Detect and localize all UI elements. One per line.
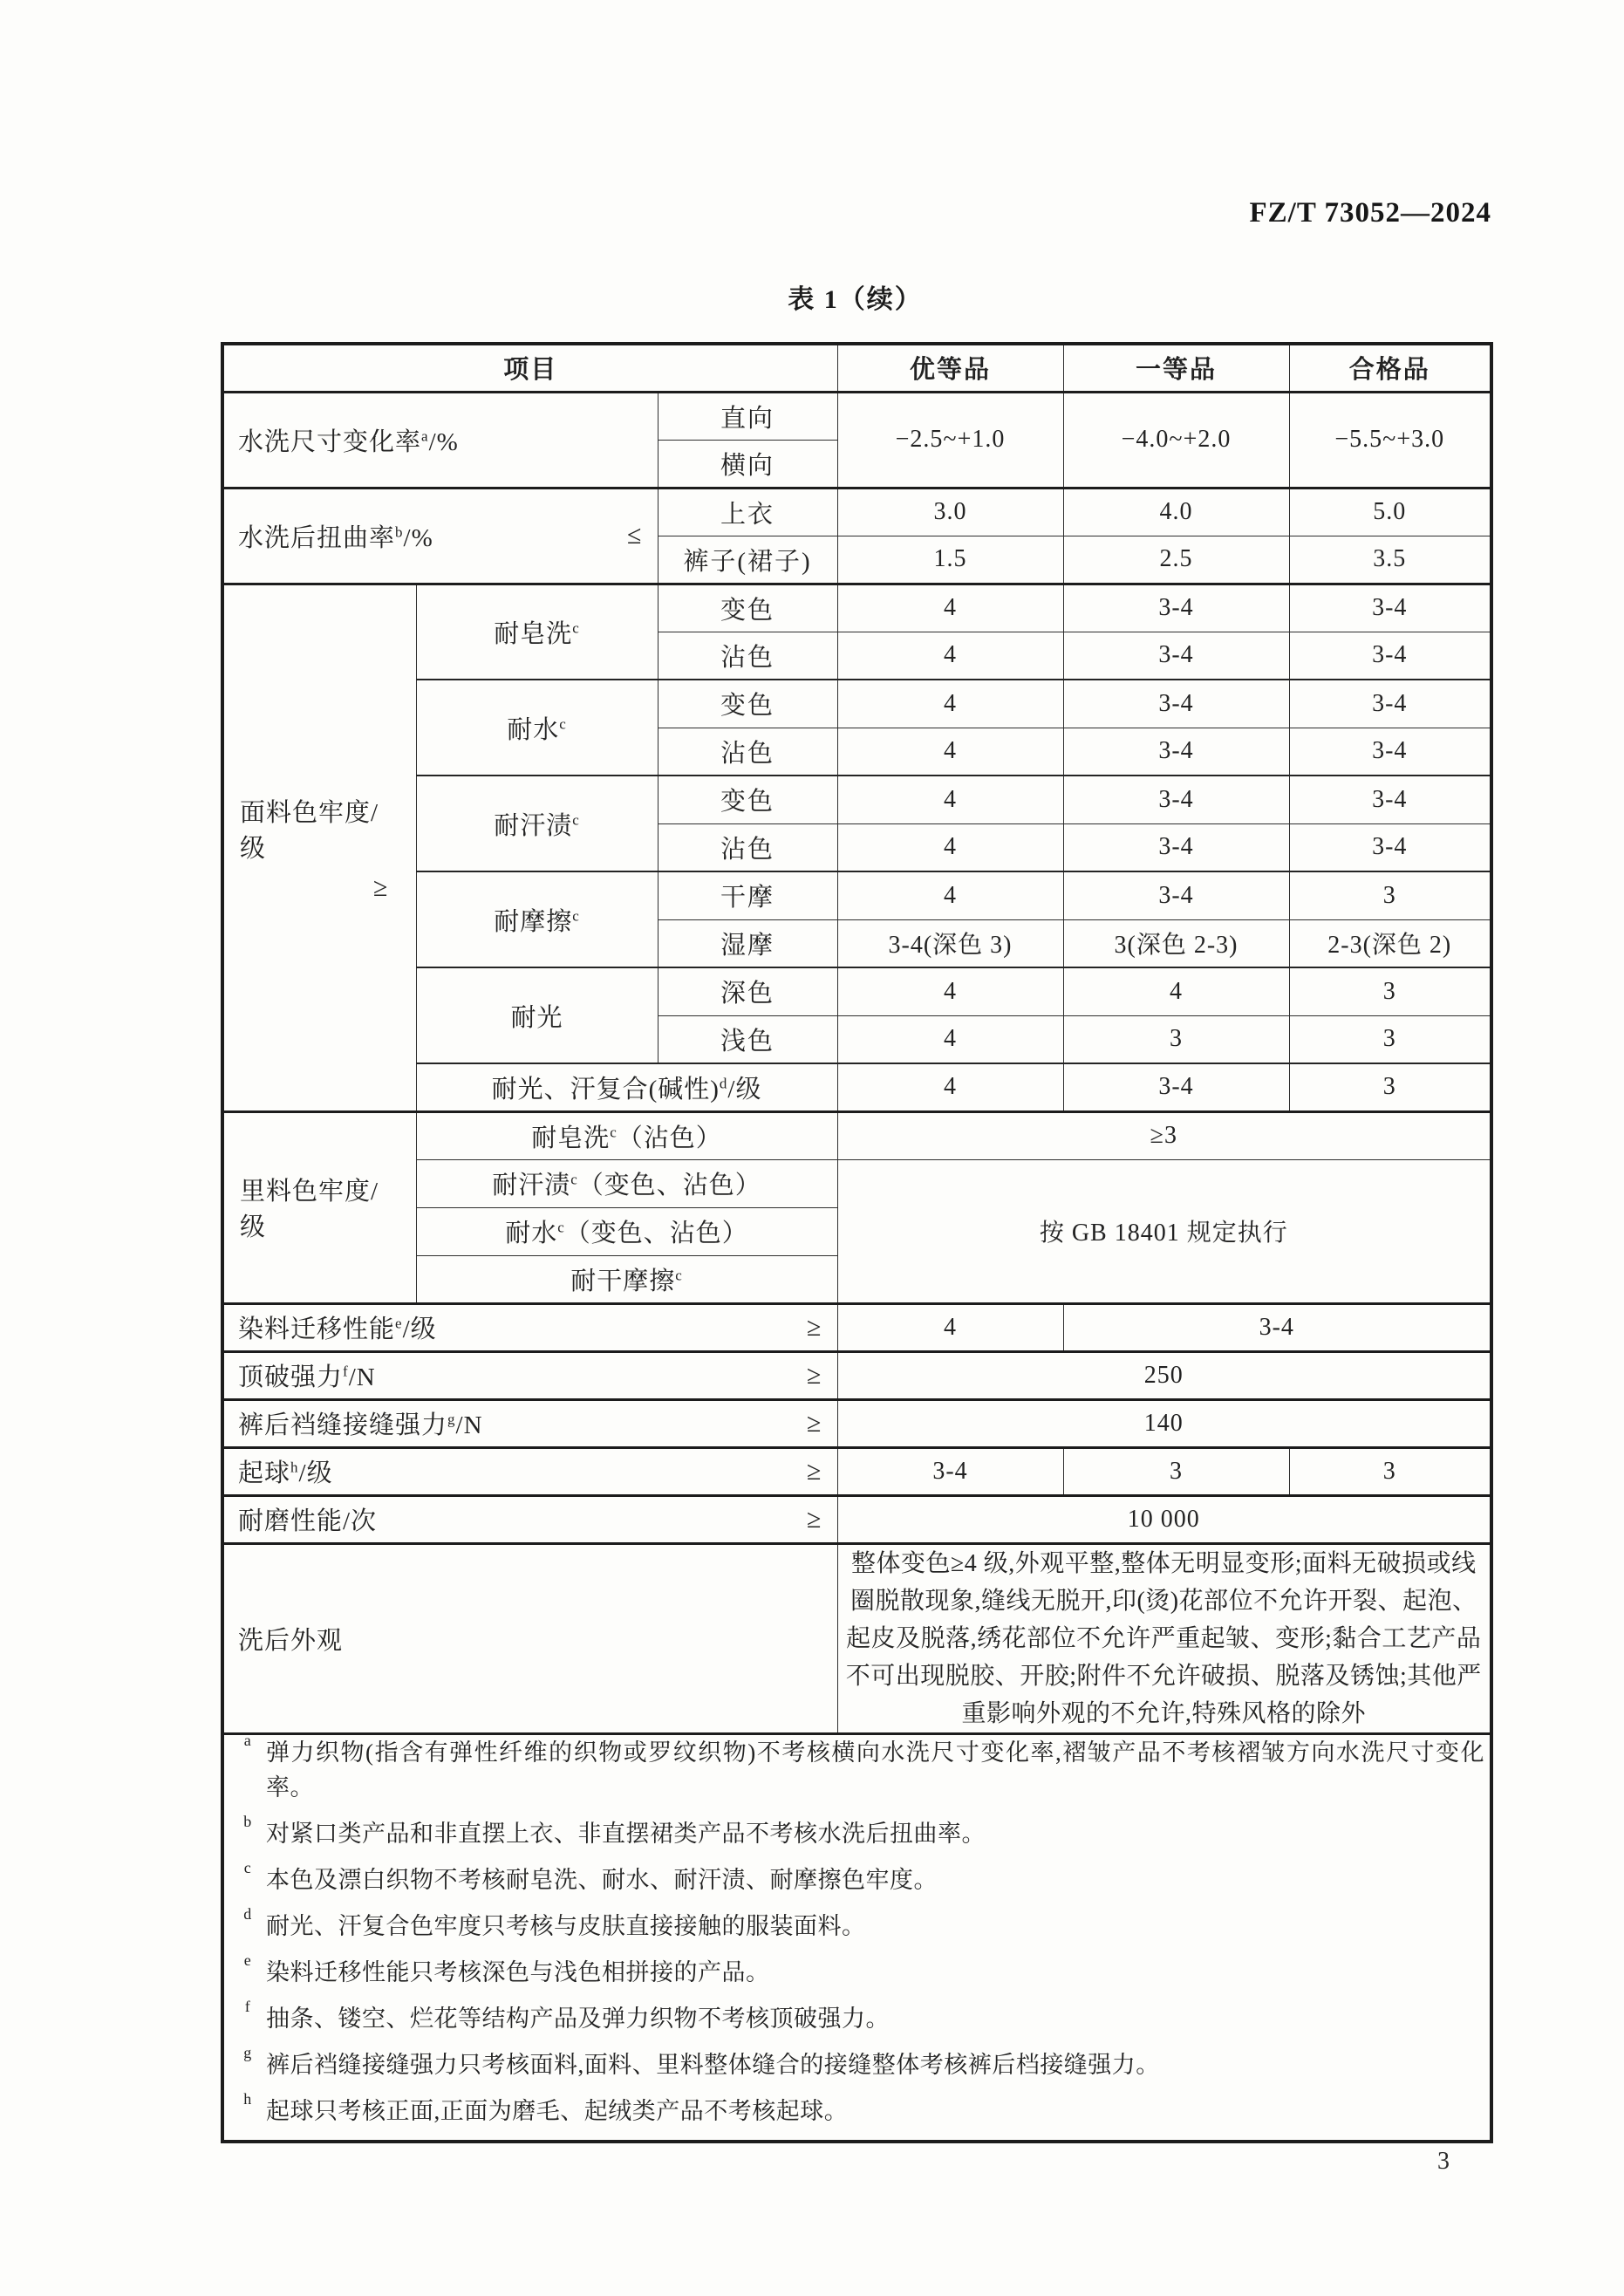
lining-item-soap: 耐皂洗$^c$（沾色）	[416, 1111, 837, 1159]
cell-rub-dry-qualified: 3	[1289, 871, 1491, 919]
cell-pilling-qualified: 3	[1289, 1447, 1491, 1495]
cell-dye-excellent: 4	[837, 1303, 1063, 1351]
header-row	[222, 344, 1491, 392]
group-perspiration: 耐汗渍$^c$	[416, 776, 658, 871]
cell-dim-first: −4.0~+2.0	[1063, 392, 1289, 488]
sub-wet-rub: 湿摩	[658, 919, 837, 967]
sub-staining: 沾色	[658, 728, 837, 776]
lining-item-dry-rub: 耐干摩擦$^c$	[416, 1255, 837, 1303]
group-water: 耐水$^c$	[416, 680, 658, 776]
cell-abrasion-value: 10 000	[837, 1495, 1491, 1543]
footnote-f: f 抽条、镂空、烂花等结构产品及弹力织物不考核顶破强力。	[244, 1997, 890, 2032]
group-soap-wash: 耐皂洗$^c$	[416, 584, 658, 680]
label-fabric-fastness: 面料色牢度/级 ≥	[222, 584, 416, 1111]
row-fabric-soap-change	[222, 584, 1491, 632]
cell-rub-wet-excellent: 3-4(深色 3)	[837, 919, 1063, 967]
footnote-ref-c: c	[557, 1219, 565, 1236]
cell-soap-change-first: 3-4	[1063, 584, 1289, 632]
footnote-ref-c: c	[572, 906, 580, 924]
cell-water-stain-first: 3-4	[1063, 728, 1289, 776]
footnote-ref-c: c	[572, 810, 580, 828]
cell-ls-first: 3-4	[1063, 1063, 1289, 1111]
gte-operator: ≥	[807, 1312, 822, 1342]
row-twist-top	[222, 488, 1491, 536]
header-grade-qualified: 合格品	[1289, 344, 1491, 392]
footnote-ref-g: g	[447, 1411, 456, 1428]
cell-water-stain-excellent: 4	[837, 728, 1063, 776]
standard-code: FZ/T 73052—2024	[1249, 197, 1491, 229]
cell-water-change-excellent: 4	[837, 680, 1063, 728]
cell-light-dark-first: 4	[1063, 967, 1289, 1015]
sub-color-change: 变色	[658, 680, 837, 728]
cell-ls-excellent: 4	[837, 1063, 1063, 1111]
cell-rub-dry-excellent: 4	[837, 871, 1063, 919]
cell-sweat-change-excellent: 4	[837, 776, 1063, 823]
cell-soap-change-excellent: 4	[837, 584, 1063, 632]
row-dye-migration	[222, 1303, 1491, 1351]
footnote-ref-c: c	[559, 714, 567, 732]
gte-operator: ≥	[373, 872, 388, 902]
footnote-ref-a: a	[421, 427, 429, 444]
row-dim-change-vertical	[222, 392, 1491, 440]
cell-rub-wet-qualified: 2-3(深色 2)	[1289, 919, 1491, 967]
footnote-g: g 裤后裆缝接缝强力只考核面料,面料、里料整体缝合的接缝整体考核裤后档接缝强力。	[243, 2043, 1160, 2078]
footnote-d: d 耐光、汗复合色牢度只考核与皮肤直接接触的服装面料。	[243, 1904, 866, 1939]
header-grade-first: 一等品	[1063, 344, 1289, 392]
spec-table	[221, 342, 1493, 2143]
cell-rub-dry-first: 3-4	[1063, 871, 1289, 919]
cell-light-light-excellent: 4	[837, 1015, 1063, 1063]
label-twist: 水洗后扭曲率$^b$/% ≤	[222, 488, 658, 584]
label-lining-fastness: 里料色牢度/级	[222, 1111, 416, 1303]
footnote-c: c 本色及漂白织物不考核耐皂洗、耐水、耐汗渍、耐摩擦色牢度。	[243, 1858, 938, 1893]
cell-appearance-text: 整体变色≥4 级,外观平整,整体无明显变形;面料无破损或线圈脱散现象,缝线无脱开,印(烫)花部位不允许开裂、起泡、起皮及脱落,绣花部位不允许严重起皱、变形;黏合工艺产品不可出现脱胶、开胶;附件不允许破损、脱落及锈蚀;其他严重影响外观的不允许,特殊风格的除外	[837, 1543, 1491, 1733]
gte-operator: ≥	[807, 1504, 822, 1534]
footnote-b: b 对紧口类产品和非直摆上衣、非直摆裙类产品不考核水洗后扭曲率。	[243, 1812, 986, 1847]
header-item: 项目	[222, 344, 837, 392]
footnote-h: h 起球只考核正面,正面为磨毛、起绒类产品不考核起球。	[243, 2089, 849, 2124]
sub-dry-rub: 干摩	[658, 871, 837, 919]
cell-sweat-change-qualified: 3-4	[1289, 776, 1491, 823]
row-pilling	[222, 1447, 1491, 1495]
cell-water-stain-qualified: 3-4	[1289, 728, 1491, 776]
sub-light-color: 浅色	[658, 1015, 837, 1063]
sub-staining: 沾色	[658, 632, 837, 680]
cell-soap-stain-qualified: 3-4	[1289, 632, 1491, 680]
footnote-ref-e: e	[395, 1315, 403, 1332]
cell-soap-stain-first: 3-4	[1063, 632, 1289, 680]
row-crotch-seam	[222, 1399, 1491, 1447]
label-crotch-seam: 裤后裆缝接缝强力$^g$/N ≥	[222, 1399, 837, 1447]
sub-dark-color: 深色	[658, 967, 837, 1015]
cell-sweat-change-first: 3-4	[1063, 776, 1289, 823]
sub-color-change: 变色	[658, 584, 837, 632]
page-number: 3	[1437, 2148, 1450, 2175]
footnote-ref-f: f	[343, 1363, 349, 1380]
cell-twist-pants-first: 2.5	[1063, 536, 1289, 584]
cell-light-dark-excellent: 4	[837, 967, 1063, 1015]
sub-vertical: 直向	[658, 392, 837, 440]
cell-lining-gb-rule: 按 GB 18401 规定执行	[837, 1159, 1491, 1303]
sub-color-change: 变色	[658, 776, 837, 823]
footnote-a: a 弹力织物(指含有弹性纤维的织物或罗纹织物)不考核横向水洗尺寸变化率,褶皱产品不考核褶皱方向水洗尺寸变化率。	[243, 1733, 1485, 1801]
footnote-ref-c: c	[675, 1266, 683, 1283]
cell-twist-top-qualified: 5.0	[1289, 488, 1491, 536]
cell-bursting-value: 250	[837, 1351, 1491, 1399]
header-grade-excellent: 优等品	[837, 344, 1063, 392]
cell-pilling-first: 3	[1063, 1447, 1289, 1495]
sub-top-garment: 上衣	[658, 488, 837, 536]
group-light: 耐光	[416, 967, 658, 1063]
label-pilling: 起球$^h$/级 ≥	[222, 1447, 837, 1495]
sub-pants-skirt: 裤子(裙子)	[658, 536, 837, 584]
cell-ls-qualified: 3	[1289, 1063, 1491, 1111]
row-bursting-strength	[222, 1351, 1491, 1399]
gte-operator: ≥	[807, 1408, 822, 1438]
cell-crotch-value: 140	[837, 1399, 1491, 1447]
cell-dim-excellent: −2.5~+1.0	[837, 392, 1063, 488]
row-abrasion	[222, 1495, 1491, 1543]
label-washed-appearance: 洗后外观	[222, 1543, 837, 1733]
cell-pilling-excellent: 3-4	[837, 1447, 1063, 1495]
cell-dye-rest: 3-4	[1063, 1303, 1491, 1351]
gte-operator: ≥	[807, 1360, 822, 1390]
footnote-ref-h: h	[290, 1459, 299, 1476]
sub-horizontal: 横向	[658, 440, 837, 488]
cell-sweat-stain-first: 3-4	[1063, 823, 1289, 871]
gte-operator: ≥	[807, 1456, 822, 1486]
cell-twist-pants-excellent: 1.5	[837, 536, 1063, 584]
cell-lining-soap-value: ≥3	[837, 1111, 1491, 1159]
cell-rub-wet-first: 3(深色 2-3)	[1063, 919, 1289, 967]
cell-twist-top-excellent: 3.0	[837, 488, 1063, 536]
label-dim-change: 水洗尺寸变化率$^a$/%	[222, 392, 658, 488]
footnote-ref-b: b	[395, 523, 404, 540]
lining-item-sweat: 耐汗渍$^c$（变色、沾色）	[416, 1159, 837, 1207]
cell-light-light-qualified: 3	[1289, 1015, 1491, 1063]
cell-twist-pants-qualified: 3.5	[1289, 536, 1491, 584]
row-footnotes	[222, 1733, 1491, 2142]
cell-soap-stain-excellent: 4	[837, 632, 1063, 680]
table-title: 表 1（续）	[788, 285, 923, 314]
row-lining-soap	[222, 1111, 1491, 1159]
cell-light-light-first: 3	[1063, 1015, 1289, 1063]
sub-staining: 沾色	[658, 823, 837, 871]
cell-water-change-first: 3-4	[1063, 680, 1289, 728]
footnote-ref-c: c	[610, 1123, 618, 1140]
label-abrasion: 耐磨性能/次 ≥	[222, 1495, 837, 1543]
lining-item-water: 耐水$^c$（变色、沾色）	[416, 1207, 837, 1255]
cell-twist-top-first: 4.0	[1063, 488, 1289, 536]
label-light-sweat: 耐光、汗复合(碱性)$^d$/级	[416, 1063, 837, 1111]
footnote-ref-c: c	[570, 1171, 578, 1188]
footnotes-block	[222, 1733, 1491, 2142]
cell-dim-qualified: −5.5~+3.0	[1289, 392, 1491, 488]
label-bursting: 顶破强力$^f$/N ≥	[222, 1351, 837, 1399]
cell-sweat-stain-excellent: 4	[837, 823, 1063, 871]
footnote-ref-d: d	[719, 1075, 728, 1092]
footnote-e: e 染料迁移性能只考核深色与浅色相拼接的产品。	[243, 1951, 770, 1985]
cell-soap-change-qualified: 3-4	[1289, 584, 1491, 632]
cell-sweat-stain-qualified: 3-4	[1289, 823, 1491, 871]
label-dye-migration: 染料迁移性能$^e$/级 ≥	[222, 1303, 837, 1351]
row-washed-appearance	[222, 1543, 1491, 1733]
group-rubbing: 耐摩擦$^c$	[416, 871, 658, 967]
footnote-ref-c: c	[572, 619, 580, 637]
cell-water-change-qualified: 3-4	[1289, 680, 1491, 728]
lte-operator: ≤	[627, 521, 642, 550]
cell-light-dark-qualified: 3	[1289, 967, 1491, 1015]
